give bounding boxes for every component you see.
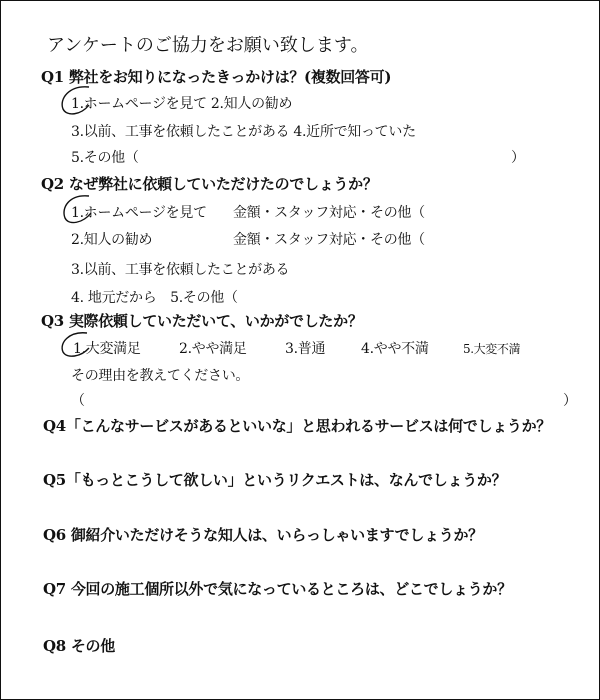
q3-reason-label: その理由を教えてください。 xyxy=(71,368,250,384)
q3-option-1: 1.大変満足 xyxy=(73,341,141,357)
q1-label: Q1 弊社をお知りになったきっかけは？(複数回答可) xyxy=(41,68,392,86)
q2-options-4-5: 4. 地元だから 5.その他（ xyxy=(71,290,238,306)
q3-option-2: 2.やや満足 xyxy=(179,341,247,357)
q3-option-5: 5.大変不満 xyxy=(463,342,521,356)
q3-reason-close: ） xyxy=(563,393,577,409)
q6-label: Q6 御紹介いただけそうな知人は、いらっしゃいますでしょうか？ xyxy=(43,526,483,544)
q3-label: Q3 実際依頼していただいて、いかがでしたか？ xyxy=(41,312,363,330)
handwritten-marks xyxy=(1,1,599,699)
q1-option-other-close: ） xyxy=(511,150,525,166)
q4-label: Q4「こんなサービスがあるといいな」と思われるサービスは何でしょうか？ xyxy=(43,417,552,435)
q1-options-row1: 1.ホームページを見て 2.知人の勧め xyxy=(71,96,293,112)
q8-label: Q8 その他 xyxy=(43,637,115,655)
q1-option-other: 5.その他（ xyxy=(71,150,139,166)
q3-option-4: 4.やや不満 xyxy=(361,341,429,357)
q2-option-2-detail: 金額・スタッフ対応・その他（ xyxy=(233,232,425,248)
intro-heading: アンケートのご協力をお願い致します。 xyxy=(47,35,369,56)
q3-option-3: 3.普通 xyxy=(285,341,326,357)
q2-option-1-detail: 金額・スタッフ対応・その他（ xyxy=(233,205,425,221)
q2-option-2: 2.知人の勧め xyxy=(71,232,153,248)
q2-label: Q2 なぜ弊社に依頼していただけたのでしょうか？ xyxy=(41,175,378,193)
q3-circle-mark xyxy=(62,333,89,356)
q1-options-row2: 3.以前、工事を依頼したことがある 4.近所で知っていた xyxy=(71,124,416,140)
q2-option-3: 3.以前、工事を依頼したことがある xyxy=(71,262,290,278)
q5-label: Q5「もっとこうして欲しい」というリクエストは、なんでしょうか？ xyxy=(43,471,507,489)
q7-label: Q7 今回の施工個所以外で気になっているところは、どこでしょうか？ xyxy=(43,580,512,598)
q2-option-1: 1.ホームページを見て xyxy=(71,205,207,221)
q2-circle-mark xyxy=(64,196,91,223)
q3-reason-open: （ xyxy=(71,393,85,409)
q1-circle-mark xyxy=(62,87,89,114)
